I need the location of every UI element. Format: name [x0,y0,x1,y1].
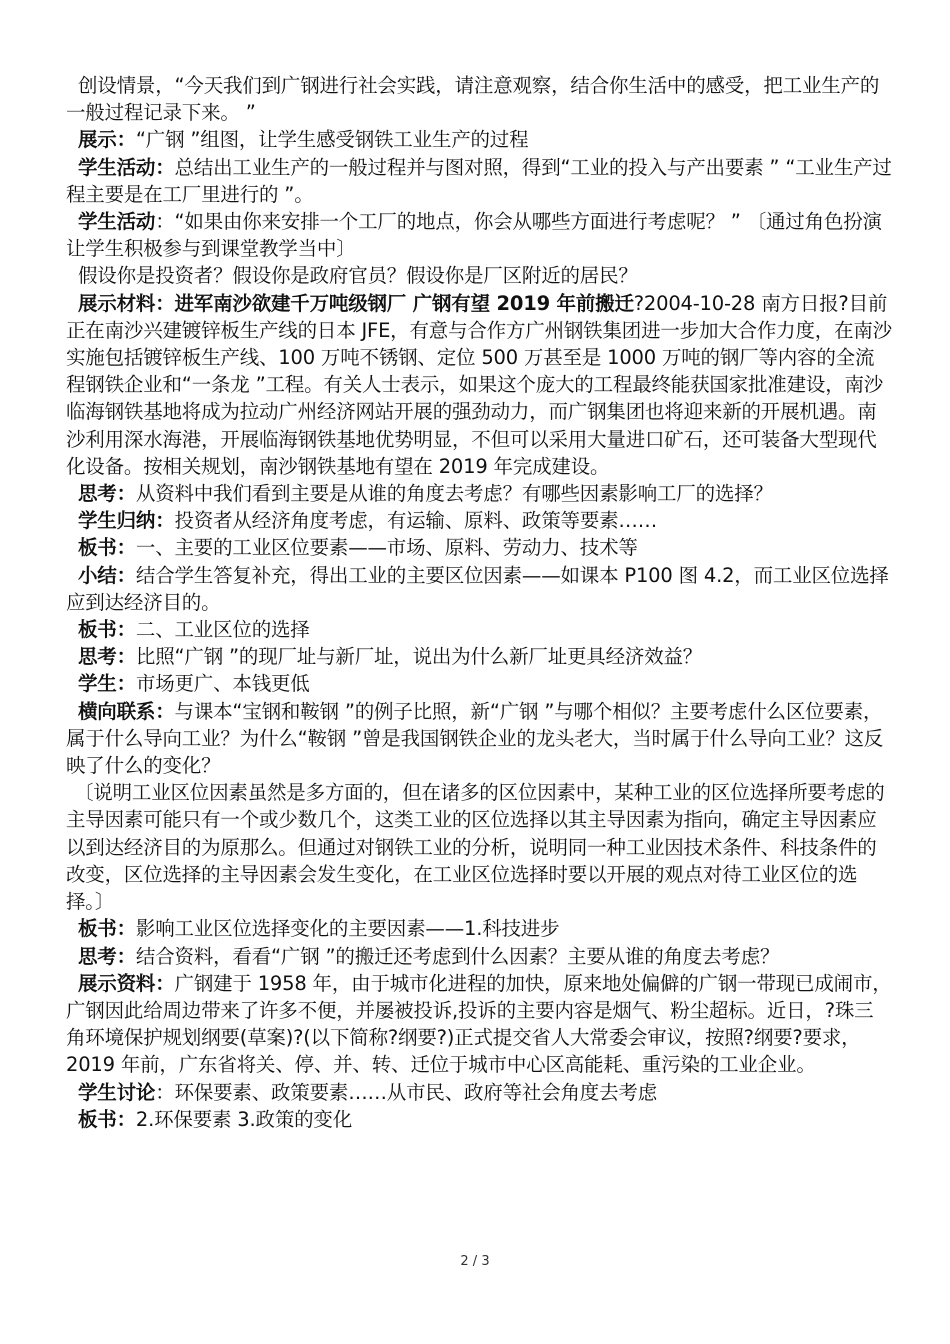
paragraph-label: 展示材料：进军南沙欲建千万吨级钢厂 广钢有望 2019 年前搬迁 [78,291,634,315]
paragraph-text: 投资者从经济角度考虑，有运输、原料、政策等要素…… [174,509,658,533]
paragraph-text: 广钢建于 1958 年，由于城市化进程的加快，原来地处偏僻的广钢一带现已成闹市，广钢因此给周边带来了许多不便，并屡被投诉,投诉的主要内容是烟气、粉尘超标。近日，?珠三角环境保护规划纲要(草案)?(以下简称?纲要?)正式提交省人大常委会审议，按照?纲要?要求，2019 年前，广东省将关、停、并、转、迁位于城市中心区高能耗、重污染的工业企业。 [66,971,892,1077]
paragraph-12 [66,643,892,670]
paragraph-label: 思考： [78,482,136,506]
paragraph-8 [66,507,892,534]
paragraph-text: “广钢 ”组图，让学生感受钢铁工业生产的过程 [135,128,529,152]
paragraph-text: 创设情景，“今天我们到广钢进行社会实践，请注意观察，结合你生活中的感受，把工业生产的一般过程记录下来。 ” [66,74,880,125]
paragraph-17 [66,943,892,970]
paragraph-10 [66,562,892,616]
paragraph-label: 学生活动 [78,210,156,234]
paragraph-text: 从资料中我们看到主要是从谁的角度去考虑？有哪些因素影响工厂的选择？ [135,482,773,506]
paragraph-2 [66,126,892,153]
paragraph-text: 结合资料，看看“广钢 ”的搬迁还考虑到什么因素？主要从谁的角度去考虑？ [135,944,780,968]
paragraph-label: 小结： [78,563,136,587]
paragraph-1 [66,72,892,126]
paragraph-label: 思考： [78,645,136,669]
paragraph-text: 一、主要的工业区位要素——市场、原料、劳动力、技术等 [135,536,638,560]
paragraph-16 [66,915,892,942]
paragraph-4 [66,208,892,262]
paragraph-label: 学生： [78,672,136,696]
paragraph-5 [66,262,892,289]
paragraph-11 [66,616,892,643]
paragraph-9 [66,534,892,561]
page-number: 2 / 3 [460,1254,490,1269]
paragraph-label: 横向联系： [78,699,175,723]
paragraph-label: 板书： [78,1107,136,1131]
paragraph-label: 学生归纳： [78,509,175,533]
document-body [66,72,892,1133]
paragraph-text: 与课本“宝钢和鞍钢 ”的例子比照，新“广钢 ”与哪个相似？主要考虑什么区位要素，属于什么导向工业？为什么“鞍钢 ”曾是我国钢铁企业的龙头老大，当时属于什么导向工业？这反映了什么的变化？ [66,699,884,778]
paragraph-3 [66,154,892,208]
paragraph-text: 总结出工业生产的一般过程并与图对照，得到“工业的投入与产出要素 ” “工业生产过程主要是在工厂里进行的 ”。 [66,155,892,206]
paragraph-label: 板书： [78,618,136,642]
paragraph-14 [66,698,892,780]
paragraph-13 [66,670,892,697]
paragraph-text: 二、工业区位的选择 [135,618,310,642]
paragraph-6 [66,290,892,480]
paragraph-text: 〔说明工业区位因素虽然是多方面的，但在诸多的区位因素中，某种工业的区位选择所要考虑的主导因素可能只有一个或少数几个，这类工业的区位选择以其主导因素为指向，确定主导因素应以到达经济目的为原那么。但通过对钢铁工业的分析，说明同一种工业因技术条件、科技条件的改变，区位选择的主导因素会发生变化，在工业区位选择时要以开展的观点对待工业区位的选择。〕 [66,781,885,914]
paragraph-7 [66,480,892,507]
paragraph-label: 板书： [78,917,136,941]
paragraph-19 [66,1079,892,1106]
paragraph-text: ?2004-10-28 南方日报?目前正在南沙兴建镀锌板生产线的日本 JFE，有意与合作方广州钢铁集团进一步加大合作力度，在南沙实施包括镀锌板生产线、100 万吨不锈钢、定位 500 万甚至是 1000 万吨的钢厂等内容的全流程钢铁企业和“一条龙 ”工程。有关人士表示，如果这个庞大的工程最终能获国家批准建设，南沙临海钢铁基地将成为拉动广州经济网站开展的强劲动力，而广钢集团也将迎来新的开展机遇。南沙利用深水海港，开展临海钢铁基地优势明显，不但可以采用大量进口矿石，还可装备大型现代化设备。按相关规划，南沙钢铁基地有望在 2019 年完成建设。 [66,291,892,478]
paragraph-text: 比照“广钢 ”的现厂址与新厂址，说出为什么新厂址更具经济效益？ [135,645,703,669]
paragraph-text: ：环保要素、政策要素……从市民、政府等社会角度去考虑 [155,1080,658,1104]
paragraph-label: 展示资料： [78,971,175,995]
paragraph-text: 2.环保要素 3.政策的变化 [135,1107,353,1131]
paragraph-text: 结合学生答复补充，得出工业的主要区位因素——如课本 P100 图 4.2，而工业区位选择应到达经济目的。 [66,563,889,614]
paragraph-text: 市场更广、本钱更低 [135,672,310,696]
paragraph-text: 假设你是投资者？假设你是政府官员？假设你是厂区附近的居民？ [78,264,638,288]
paragraph-label: 学生讨论 [78,1080,156,1104]
paragraph-label: 板书： [78,536,136,560]
paragraph-text: 影响工业区位选择变化的主要因素——1.科技进步 [135,917,560,941]
paragraph-20 [66,1106,892,1133]
paragraph-text: ：“如果由你来安排一个工厂的地点，你会从哪些方面进行考虑呢？ ” 〔通过角色扮演让学生积极参与到课堂教学当中〕 [66,210,882,261]
paragraph-label: 学生活动： [78,155,175,179]
paragraph-15 [66,779,892,915]
paragraph-label: 思考： [78,944,136,968]
paragraph-label: 展示： [78,128,136,152]
paragraph-18 [66,970,892,1079]
